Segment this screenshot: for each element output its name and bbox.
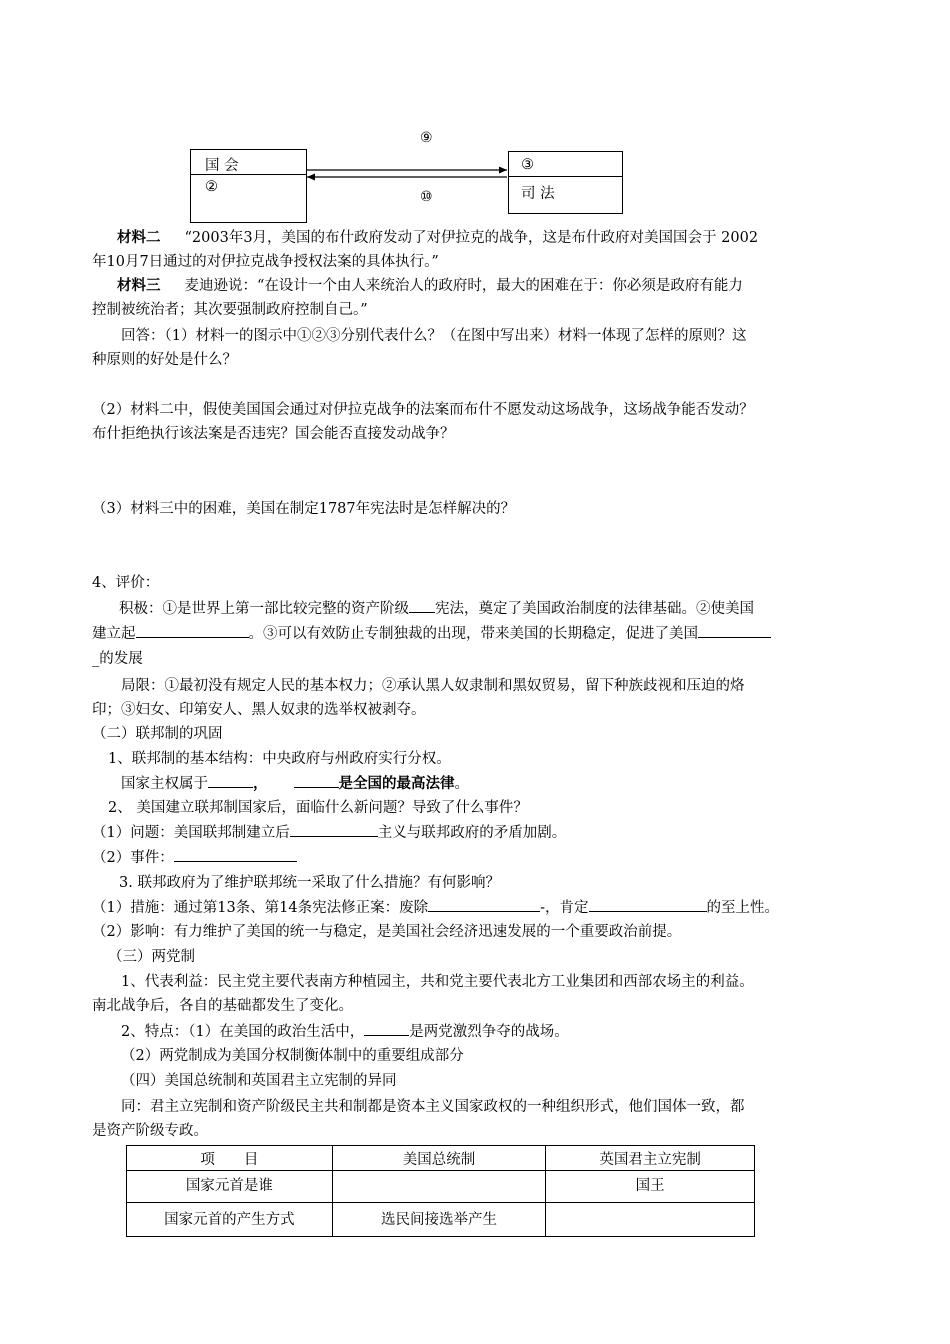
two-party-feature1-text-b: 是两党激烈争夺的战场。: [409, 1024, 569, 1040]
evaluation-positive-text-b: 宪法，奠定了美国政治制度的法律基础。②使美国: [435, 601, 754, 617]
evaluation-negative-line2: 印；③妇女、印第安人、黑人奴隶的选举权被剥夺。: [92, 702, 426, 718]
table-cell: 国家元首是谁: [127, 1171, 333, 1203]
federal-effect: （2）影响：有力维护了美国的统一与稳定，是美国社会经济迅速发展的一个重要政治前提。: [92, 924, 682, 940]
question1-line2: 种原则的好处是什么？: [92, 352, 237, 368]
arrow-head-left: [307, 174, 315, 181]
table-cell: [332, 1171, 546, 1203]
two-party-feature2: （2）两党制成为美国分权制衡体制中的重要组成部分: [121, 1048, 464, 1064]
answer-blank[interactable]: [208, 772, 253, 788]
judiciary-box-divider: [509, 176, 622, 177]
answer-blank[interactable]: [174, 846, 297, 862]
federal-measure-text-c: 的至上性。: [706, 900, 780, 916]
answer-blank[interactable]: [589, 896, 707, 912]
congress-box-title: 国 会: [205, 158, 239, 174]
compare-heading: （四）美国总统制和英国君主立宪制的异同: [121, 1073, 397, 1089]
evaluation-positive-text-d: 。③可以有效防止专制独裁的出现，带来美国的长期稳定，促进了美国: [248, 626, 698, 642]
answer-blank[interactable]: [364, 1020, 409, 1036]
two-party-heading: （三）两党制: [108, 949, 195, 965]
evaluation-positive-line3: _的发展: [92, 651, 143, 667]
federal-event: [92, 846, 862, 870]
table-header: 项 目: [127, 1146, 333, 1171]
question2-line2: 布什拒绝执行该法案是否违宪？国会能否直接发动战争？: [92, 426, 455, 442]
answer-blank[interactable]: [409, 597, 435, 613]
two-party-feature1-text-a: 2、特点：（1）在美国的政治生活中，: [121, 1024, 365, 1040]
evaluation-heading: 4、评价：: [92, 575, 160, 591]
material2-label: 材料二: [117, 229, 161, 246]
federal-structure: 1、联邦制的基本结构：中央政府与州政府实行分权。: [108, 751, 451, 767]
compare-same-line2: 是资产阶级专政。: [92, 1123, 208, 1139]
evaluation-positive-text-c: 建立起: [92, 626, 136, 642]
table-cell: 选民间接选举产生: [332, 1203, 546, 1237]
evaluation-positive-text-a: 积极：①是世界上第一部比较完整的资产阶级: [119, 601, 409, 617]
table-header: 美国总统制: [332, 1146, 546, 1171]
two-party-interests-line1: 1、代表利益：民主党主要代表南方种植园主，共和党主要代表北方工业集团和西部农场主的利益。: [121, 974, 754, 990]
federal-measures-question: 3. 联邦政府为了维护联邦统一采取了什么措施？有何影响？: [119, 875, 500, 891]
evaluation-positive-line2: [92, 622, 862, 646]
federal-measure: [92, 896, 862, 920]
material2-line1: [92, 226, 862, 250]
two-party-feature1: [92, 1020, 891, 1044]
diagram-arrows: [300, 165, 514, 185]
federal-event-text: （2）事件：: [92, 850, 174, 866]
material2-line2: 年10月7日通过的对伊拉克战争授权法案的具体执行。”: [92, 254, 439, 270]
question2-line1: （2）材料二中，假使美国国会通过对伊拉克战争的法案而布什不愿发动这场战争，这场战争能否发动？: [92, 402, 754, 418]
federal-sovereignty-comma: ，: [253, 775, 268, 792]
federal-problem: [92, 821, 862, 845]
diagram-circle-10: ⑩: [420, 189, 433, 205]
answer-blank[interactable]: [428, 896, 540, 912]
federal-sovereignty-text-c: 是全国的最高法律: [338, 775, 455, 792]
table-cell: 国家元首的产生方式: [127, 1203, 333, 1237]
table-row: [127, 1203, 755, 1237]
table-row: [127, 1171, 755, 1203]
diagram-circle-9: ⑨: [420, 130, 433, 146]
answer-blank[interactable]: [136, 622, 249, 638]
material3-text1: 麦迪逊说：“在设计一个由人来统治人的政府时，最大的困难在于：你必须是政府有能力: [184, 278, 743, 294]
federal-sovereignty: [92, 772, 891, 796]
judiciary-box-title: ③: [521, 157, 534, 173]
table-header: 英国君主立宪制: [546, 1146, 755, 1171]
evaluation-positive-line1: [92, 597, 889, 621]
compare-same-line1: 同：君主立宪制和资产阶级民主共和制都是资本主义国家政权的一种组织形式，他们国体一致，都: [121, 1099, 745, 1115]
material3-line1: [92, 274, 862, 298]
federal-problem-text-b: 主义与联邦政府的矛盾加剧。: [377, 825, 567, 841]
comparison-table: [126, 1145, 755, 1237]
table-header-row: [127, 1146, 755, 1171]
federal-measure-text-a: （1）措施：通过第13条、第14条宪法修正案：废除: [92, 900, 429, 916]
material2-text1: “2003年3月，美国的布什政府发动了对伊拉克的战争，这是布什政府对美国国会于 2002: [184, 230, 759, 246]
material3-line2: 控制被统治者；其次要强制政府控制自己。”: [92, 302, 368, 318]
congress-box: [190, 149, 307, 223]
judiciary-box: [508, 151, 623, 214]
table-cell: 国王: [546, 1171, 755, 1203]
federal-question: 2、 美国建立联邦制国家后，面临什么新问题？导致了什么事件？: [108, 800, 528, 816]
material3-label: 材料三: [117, 277, 161, 294]
question1-line1: 回答：（1）材料一的图示中①②③分别代表什么？（在图中写出来）材料一体现了怎样的原则？这: [121, 328, 747, 344]
table-cell: [546, 1203, 755, 1237]
two-party-interests-line2: 南北战争后，各自的基础都发生了变化。: [92, 998, 353, 1014]
federal-sovereignty-period: 。: [454, 776, 469, 792]
federal-measure-text-b: -，肯定: [540, 900, 589, 916]
federal-problem-text-a: （1）问题：美国联邦制建立后: [92, 825, 290, 841]
federal-heading: （二）联邦制的巩固: [92, 726, 223, 742]
question3: （3）材料三中的困难，美国在制定1787年宪法时是怎样解决的？: [92, 501, 516, 517]
congress-box-label: ②: [205, 179, 218, 195]
answer-blank[interactable]: [290, 821, 378, 837]
answer-blank[interactable]: [294, 772, 339, 788]
evaluation-negative-line1: 局限：①最初没有规定人民的基本权力；②承认黑人奴隶制和黑奴贸易，留下种族歧视和压迫的烙: [121, 678, 745, 694]
arrow-head-right: [499, 167, 507, 174]
federal-sovereignty-text-a: 国家主权属于: [121, 776, 208, 792]
judiciary-box-label: 司 法: [521, 186, 555, 202]
answer-blank[interactable]: [698, 622, 771, 638]
